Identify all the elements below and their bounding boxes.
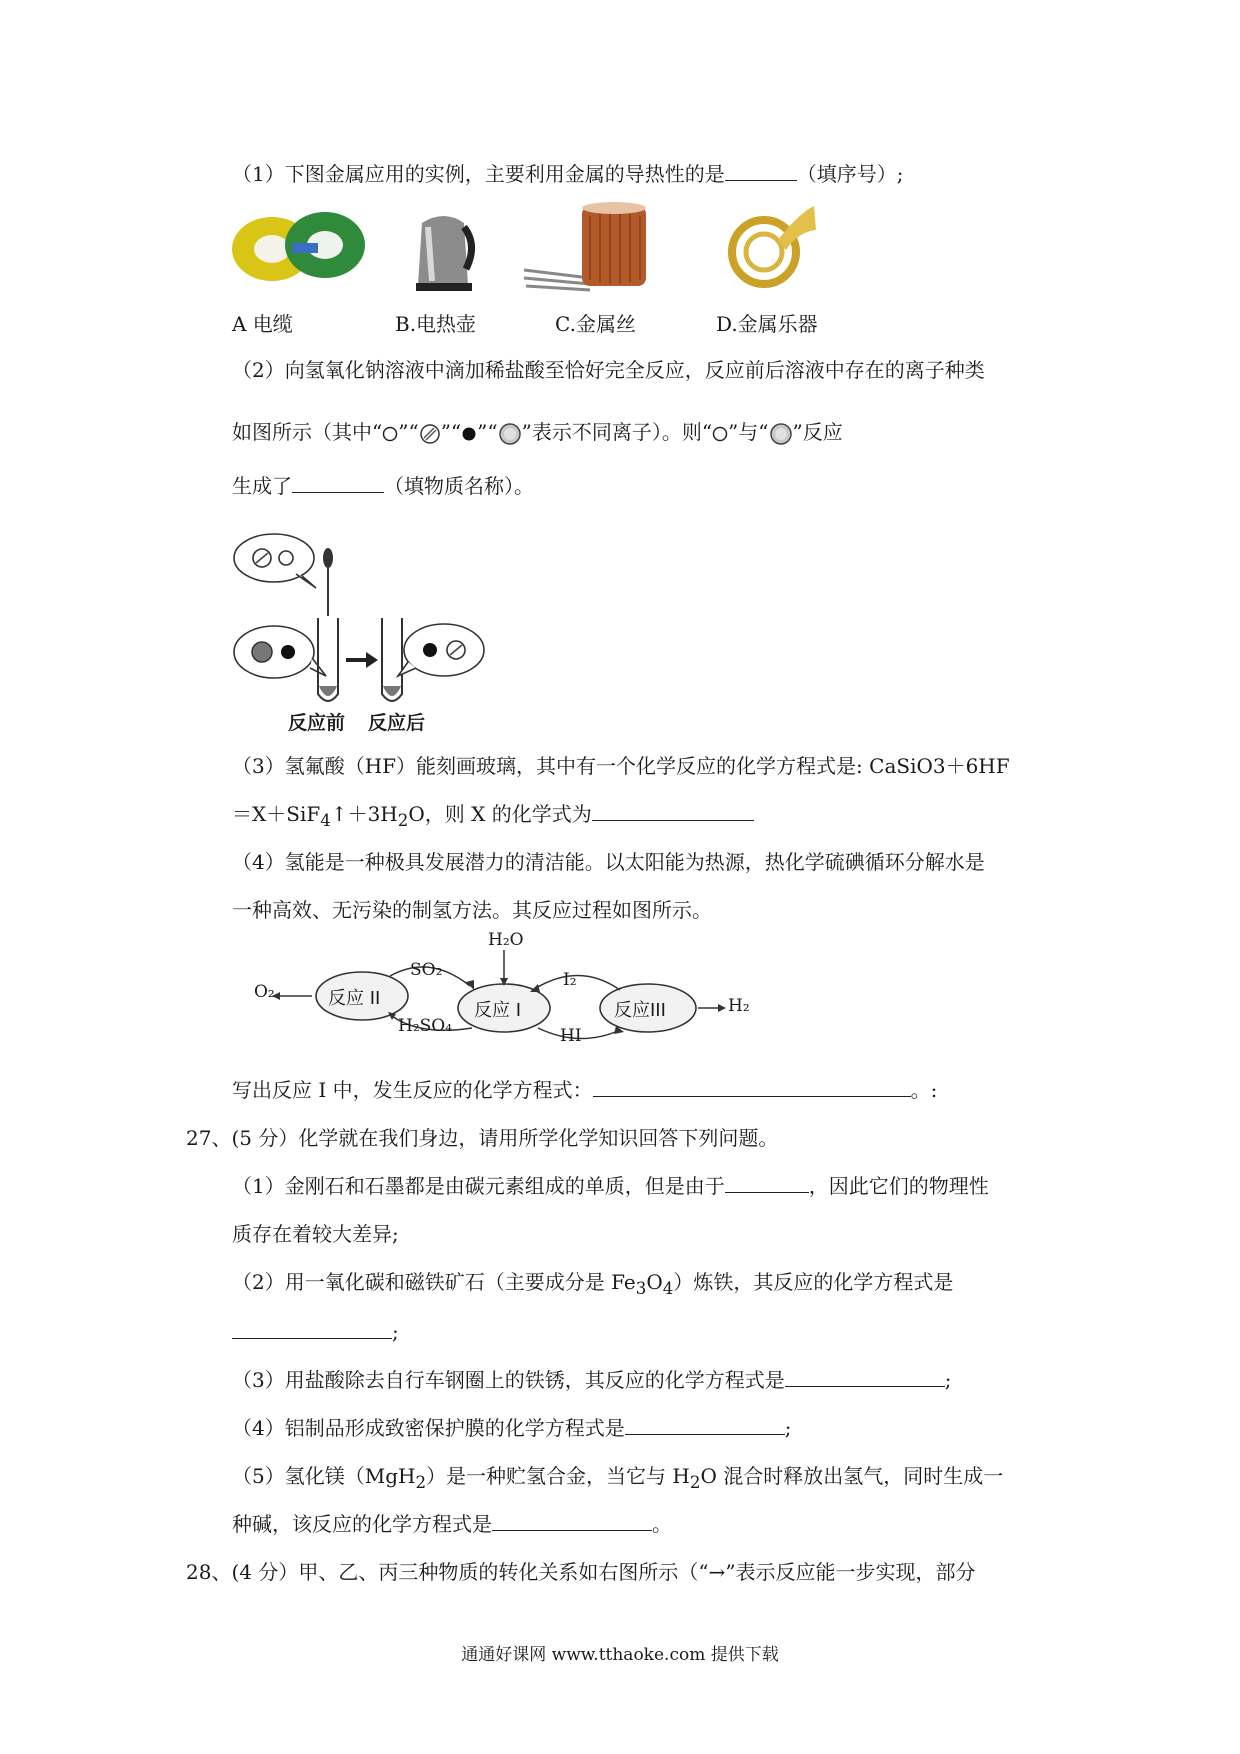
subscript: 3 — [635, 1279, 647, 1298]
text-seg: ; — [944, 1368, 952, 1392]
q26-p4-line1: （4）氢能是一种极具发展潜力的清洁能。以太阳能为热源，热化学硫碘循环分解水是 — [232, 850, 985, 874]
text-seg: 种碱，该反应的化学方程式是 — [232, 1512, 492, 1536]
text-seg: O — [646, 1270, 663, 1294]
q28-text: 28、(4 分）甲、乙、丙三种物质的转化关系如右图所示（“→”表示反应能一步实现，部分 — [186, 1560, 976, 1584]
text-seg: （3）用盐酸除去自行车钢圈上的铁锈，其反应的化学方程式是 — [232, 1368, 785, 1392]
ion-gray-circle-icon — [498, 422, 522, 446]
h2o-label: H₂O — [488, 930, 524, 950]
text-seg: ）是一种贮氢合金，当它与 H — [426, 1464, 690, 1488]
q27-p5-line1 — [232, 1462, 1003, 1497]
h2so4-label: H₂SO₄ — [398, 1016, 453, 1036]
ion-reaction-figure — [232, 530, 492, 740]
so2-label: SO₂ — [410, 960, 443, 980]
before-label: 反应前 — [288, 712, 346, 734]
q27-p1-line2: 质存在着较大差异; — [232, 1222, 399, 1246]
text-seg: ”与“ — [728, 420, 769, 444]
q27-p5-line2 — [232, 1510, 672, 1538]
text-seg: ”反应 — [792, 420, 843, 444]
text-seg: ”表示不同离子）。则“ — [521, 420, 713, 444]
text-seg: （2）用一氧化碳和磁铁矿石（主要成分是 Fe — [232, 1270, 636, 1294]
answer-blank[interactable] — [785, 1366, 945, 1387]
answer-blank[interactable] — [492, 1510, 652, 1531]
image-label-d: D.金属乐器 — [716, 312, 818, 336]
subscript: 2 — [415, 1473, 427, 1492]
after-label: 反应后 — [368, 712, 426, 734]
text-seg: ”“ — [440, 420, 462, 444]
ion-circle-icon — [382, 426, 398, 442]
text-seg: 写出反应 I 中，发生反应的化学方程式： — [232, 1078, 593, 1102]
answer-blank[interactable] — [725, 160, 797, 181]
text-seg: 。: — [910, 1078, 938, 1102]
image-label-c: C.金属丝 — [555, 312, 636, 336]
o2-label: O₂ — [254, 982, 275, 1002]
q26-p4-line2: 一种高效、无污染的制氢方法。其反应过程如图所示。 — [232, 898, 712, 922]
subscript: 2 — [397, 811, 409, 830]
page-footer: 通通好课网 www.tthaoke.com 提供下载 — [461, 1645, 779, 1665]
french-horn-image — [718, 200, 818, 296]
ion-hatched-circle-icon — [419, 423, 441, 445]
q26-p3-line2 — [232, 800, 754, 835]
cable-coil-image — [230, 205, 370, 287]
q27-p1-line1 — [232, 1172, 989, 1200]
q26-p2-line1: （2）向氢氧化钠溶液中滴加稀盐酸至恰好完全反应，反应前后溶液中存在的离子种类 — [232, 358, 985, 382]
q27-p3 — [232, 1366, 951, 1394]
q26-p3-line1: （3）氢氟酸（HF）能刻画玻璃，其中有一个化学反应的化学方程式是: CaSiO3＋6HF — [232, 754, 1010, 778]
h2-label: H₂ — [728, 996, 750, 1016]
q27-p4 — [232, 1414, 791, 1442]
ion-filled-dot-icon — [461, 426, 477, 442]
text-seg: （5）氢化镁（MgH — [232, 1464, 416, 1488]
reaction-3-label: 反应III — [614, 1000, 666, 1021]
answer-blank[interactable] — [592, 800, 754, 821]
subscript: 4 — [662, 1279, 674, 1298]
text-seg: （4）铝制品形成致密保护膜的化学方程式是 — [232, 1416, 625, 1440]
q27-p2-line1 — [232, 1268, 953, 1303]
subscript: 2 — [689, 1473, 701, 1492]
answer-blank[interactable] — [625, 1414, 785, 1435]
answer-blank[interactable] — [232, 1318, 392, 1339]
text-seg: ; — [784, 1416, 792, 1440]
text-seg: ”“ — [398, 420, 419, 444]
text-seg: 生成了 — [232, 474, 292, 498]
q26-p1 — [232, 160, 903, 188]
image-label-b: B.电热壶 — [395, 312, 477, 336]
reaction-1-label: 反应 I — [474, 1000, 522, 1021]
electric-kettle-image — [408, 205, 480, 293]
metal-wire-image — [520, 200, 660, 296]
subscript: 4 — [320, 811, 331, 830]
text-seg: ; — [392, 1320, 399, 1344]
image-label-a: A 电缆 — [232, 312, 293, 336]
text-seg: ）炼铁，其反应的化学方程式是 — [673, 1270, 954, 1294]
q27-p2-line2 — [232, 1318, 399, 1346]
answer-blank[interactable] — [292, 472, 384, 493]
answer-blank[interactable] — [725, 1172, 809, 1193]
q26-p1-suffix: （填序号）; — [796, 162, 904, 186]
answer-blank[interactable] — [593, 1076, 911, 1097]
q26-p5 — [232, 1076, 937, 1104]
q26-p2-line3 — [232, 472, 534, 500]
text-seg: ↑＋3H — [330, 802, 398, 826]
text-seg: 如图所示（其中“ — [232, 420, 383, 444]
q26-p2-line2 — [232, 418, 843, 446]
text-seg: O，则 X 的化学式为 — [408, 802, 592, 826]
text-seg: ，因此它们的物理性 — [808, 1174, 989, 1198]
text-seg: O 混合时释放出氢气，同时生成一 — [700, 1464, 1004, 1488]
ion-circle-icon — [712, 426, 728, 442]
text-seg: （填物质名称）。 — [384, 474, 534, 498]
reaction-2-label: 反应 II — [328, 988, 381, 1009]
i2-label: I₂ — [563, 970, 577, 990]
text-seg: 。 — [652, 1512, 672, 1536]
text-seg: ”“ — [477, 420, 498, 444]
ion-gray-circle-icon — [769, 422, 793, 446]
text-seg: ＝X＋SiF — [232, 802, 321, 826]
q27-title: 27、(5 分）化学就在我们身边，请用所学化学知识回答下列问题。 — [186, 1126, 779, 1150]
hi-label: HI — [560, 1026, 582, 1046]
text-seg: （1）金刚石和石墨都是由碳元素组成的单质，但是由于 — [232, 1174, 725, 1198]
q26-p1-text: （1）下图金属应用的实例，主要利用金属的导热性的是 — [232, 162, 725, 186]
